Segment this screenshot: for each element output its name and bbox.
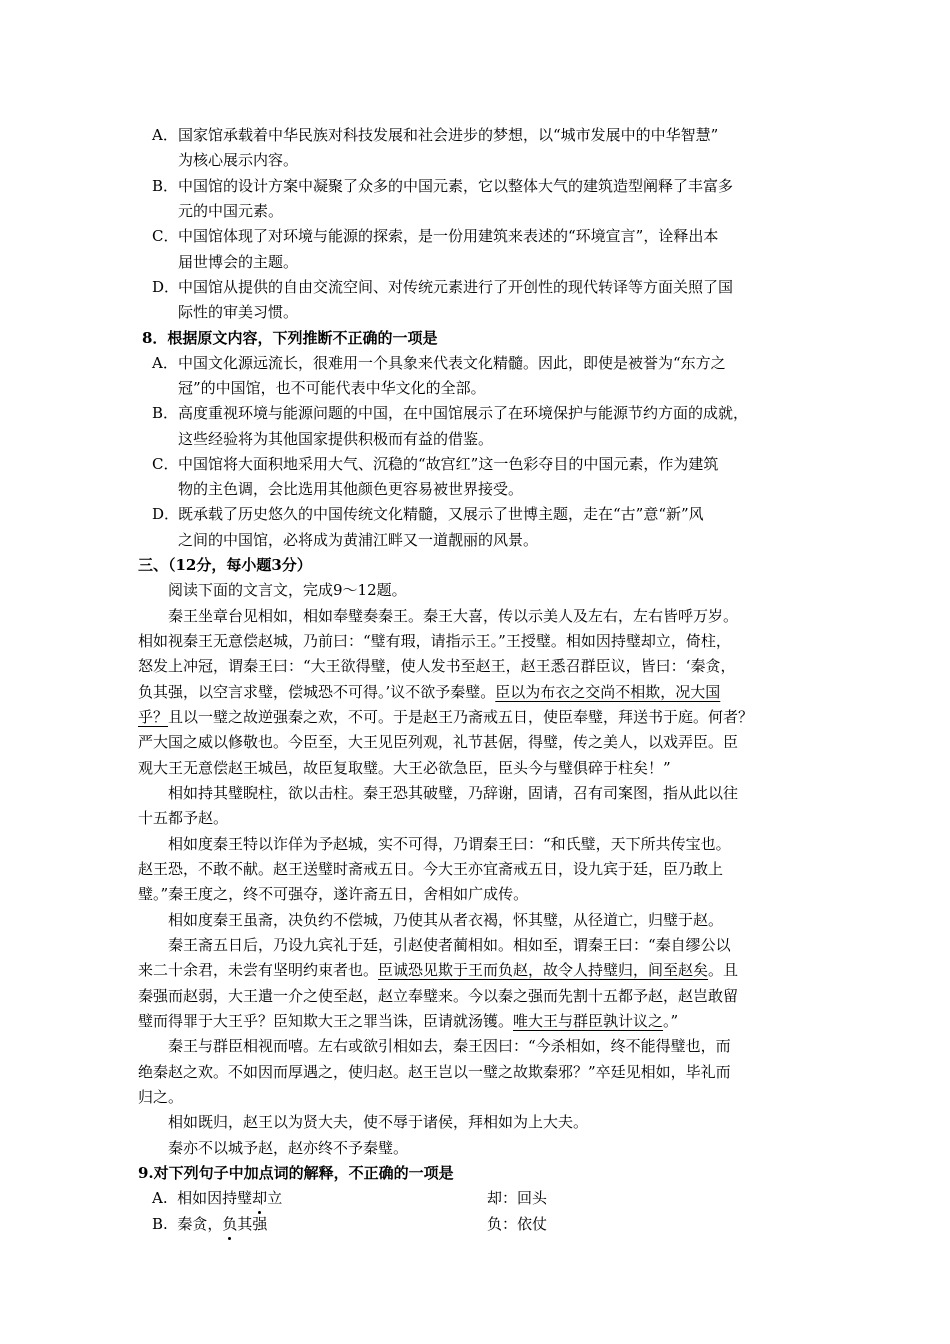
option-text-cont: 之间的中国馆，必将成为黄浦江畔又一道靓丽的风景。	[178, 531, 539, 549]
passage-line: 绝秦赵之欢。不如因而厚遇之，使归赵。赵王岂以一璧之故欺秦邪？”卒廷见相如，毕礼而	[138, 1063, 731, 1081]
q9-stem: 9.对下列句子中加点词的解释，不正确的一项是	[138, 1164, 454, 1182]
passage-text: 来二十余君，未尝有坚明约束者也。	[138, 961, 379, 979]
underlined-sentence: 唯大王与群臣孰计议之	[513, 1012, 664, 1030]
passage-line: 相如持其璧睨柱，欲以击柱。秦王恐其破璧，乃辞谢，固请，召有司案图，指从此以往	[168, 784, 739, 802]
q8-stem: 8．根据原文内容，下列推断不正确的一项是	[142, 329, 438, 347]
option-label: C．	[152, 227, 179, 245]
option-text: 国家馆承载着中华民族对科技发展和社会进步的梦想，以“城市发展中的中华智慧”	[178, 126, 719, 144]
option-label: B．	[152, 177, 179, 195]
q9-option-gloss: 负：依仗	[487, 1215, 548, 1233]
passage-line: 秦王坐章台见相如，相如奉璧奏秦王。秦王大喜，传以示美人及左右，左右皆呼万岁。	[168, 607, 739, 625]
dotted-word: 却	[252, 1189, 268, 1207]
passage-text: 且以一璧之故逆强秦之欢，不可。于是赵王乃斋戒五日，使臣奉璧，拜送书于庭。何者？	[168, 708, 754, 726]
option-text-cont: 物的主色调，会比选用其他颜色更容易被世界接受。	[178, 480, 524, 498]
dotted-word: 负	[222, 1215, 238, 1233]
passage-line	[138, 705, 753, 731]
option-text: 中国馆的设计方案中凝聚了众多的中国元素，它以整体大气的建筑造型阐释了丰富多	[178, 177, 734, 195]
passage-line: 璧。”秦王度之，终不可强夺，遂许斋五日，舍相如广成传。	[138, 885, 529, 903]
passage-line: 十五都予赵。	[138, 809, 229, 827]
option-text-cont: 元的中国元素。	[178, 202, 284, 220]
sentence-text: 秦贪，	[177, 1215, 223, 1233]
option-text: 中国馆体现了对环境与能源的探索，是一份用建筑来表述的“环境宣言”，诠释出本	[178, 227, 719, 245]
section-heading: 三、（12分，每小题3分）	[138, 556, 312, 574]
option-text-cont: 届世博会的主题。	[178, 253, 299, 271]
passage-line: 相如视秦王无意偿赵城，乃前曰：“璧有瑕，请指示王。”王授璧。相如因持璧却立，倚柱，	[138, 632, 731, 650]
passage-text: 。”	[663, 1012, 679, 1030]
option-text: 高度重视环境与能源问题的中国，在中国馆展示了在环境保护与能源节约方面的成就，	[178, 404, 749, 422]
option-label: D．	[152, 505, 180, 523]
section-instruction: 阅读下面的文言文，完成9～12题。	[168, 581, 407, 599]
passage-paragraph-7: 相如既归，赵王以为贤大夫，使不辱于诸侯，拜相如为上大夫。	[168, 1113, 589, 1131]
sentence-text: 相如因持璧	[177, 1189, 253, 1207]
passage-line: 怒发上冲冠，谓秦王曰：“大王欲得璧，使人发书至赵王，赵王悉召群臣议，皆曰：‘秦贪，	[138, 657, 736, 675]
q9-option-sentence	[152, 1186, 282, 1212]
option-text: 中国文化源远流长，很难用一个具象来代表文化精髓。因此，即使是被誉为“东方之	[178, 354, 726, 372]
passage-text: 璧而得罪于大王乎？臣知欺大王之罪当诛，臣请就汤镬。	[138, 1012, 514, 1030]
passage-paragraph-8: 秦亦不以城予赵，赵亦终不予秦璧。	[168, 1139, 409, 1157]
option-label: D．	[152, 278, 180, 296]
option-text-cont: 为核心展示内容。	[178, 151, 299, 169]
passage-paragraph-4: 相如度秦王虽斋，决负约不偿城，乃使其从者衣褐，怀其璧，从径道亡，归璧于赵。	[168, 911, 724, 929]
option-text-cont: 际性的审美习惯。	[178, 303, 299, 321]
option-label: B.	[152, 1215, 168, 1233]
option-label: A.	[152, 1189, 168, 1207]
option-label: A．	[152, 354, 178, 372]
sentence-text: 立	[267, 1189, 283, 1207]
underlined-sentence: 臣以为布衣之交尚不相欺，况大国	[495, 683, 721, 701]
passage-line: 秦强而赵弱，大王遣一介之使至赵，赵立奉璧来。今以秦之强而先割十五都予赵，赵岂敢留	[138, 987, 739, 1005]
option-text: 中国馆将大面积地采用大气、沉稳的“故宫红”这一色彩夺目的中国元素，作为建筑	[178, 455, 719, 473]
sentence-text: 其强	[237, 1215, 268, 1233]
option-text: 中国馆从提供的自由交流空间、对传统元素进行了开创性的现代转译等方面关照了国	[178, 278, 734, 296]
passage-line: 归之。	[138, 1088, 184, 1106]
passage-line: 秦王斋五日后，乃设九宾礼于廷，引赵使者蔺相如。相如至，谓秦王曰：“秦自缪公以	[168, 936, 731, 954]
option-label: A．	[152, 126, 178, 144]
passage-line: 秦王与群臣相视而嘻。左右或欲引相如去，秦王因曰：“今杀相如，终不能得璧也，而	[168, 1037, 731, 1055]
passage-line	[138, 680, 720, 706]
underlined-sentence: 臣诚恐见欺于王而负赵，故令人持璧归，间至赵矣	[378, 961, 709, 979]
option-text-cont: 冠”的中国馆，也不可能代表中华文化的全部。	[178, 379, 486, 397]
passage-line: 观大王无意偿赵王城邑，故臣复取璧。大王必欲急臣，臣头今与璧俱碎于柱矣！”	[138, 759, 671, 777]
passage-text: 。且	[708, 961, 739, 979]
option-label: C．	[152, 455, 179, 473]
passage-line	[138, 1009, 678, 1035]
passage-line	[138, 958, 738, 984]
passage-line: 相如度秦王特以诈佯为予赵城，实不可得，乃谓秦王曰：“和氏璧，天下所共传宝也。	[168, 835, 731, 853]
option-text: 既承载了历史悠久的中国传统文化精髓，又展示了世博主题，走在“古”意“新”风	[178, 505, 704, 523]
underlined-sentence: 乎？	[138, 708, 169, 726]
passage-line: 严大国之威以修敬也。今臣至，大王见臣列观，礼节甚倨，得璧，传之美人，以戏弄臣。臣	[138, 733, 739, 751]
passage-line: 赵王恐，不敢不献。赵王送璧时斋戒五日。今大王亦宜斋戒五日，设九宾于廷，臣乃敢上	[138, 860, 724, 878]
option-text-cont: 这些经验将为其他国家提供积极而有益的借鉴。	[178, 430, 494, 448]
q9-option-gloss: 却：回头	[487, 1189, 548, 1207]
q9-option-sentence	[152, 1212, 267, 1238]
passage-text: 负其强，以空言求璧，偿城恐不可得。’议不欲予秦璧。	[138, 683, 496, 701]
option-label: B．	[152, 404, 179, 422]
